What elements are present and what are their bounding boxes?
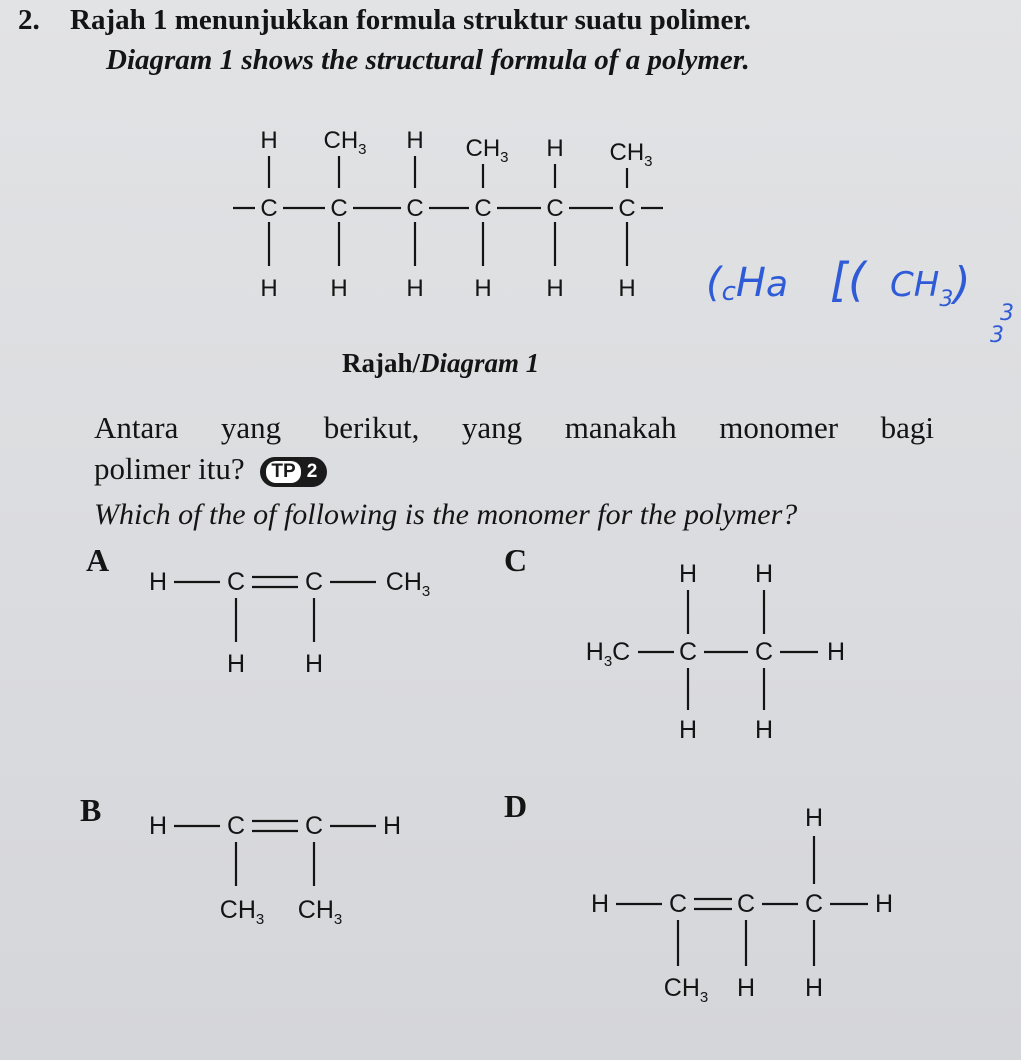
diagram-caption-ms: Rajah/ <box>342 348 421 378</box>
polymer-bottom-atom-2: H <box>330 275 348 302</box>
svg-text:C: C <box>226 568 246 596</box>
svg-text:H: H <box>678 716 698 744</box>
question-statement-en: Diagram 1 shows the structural formula of a polymer. <box>106 44 750 76</box>
option-d-letter[interactable]: D <box>504 788 528 824</box>
polymer-chain-atom-6: C <box>618 195 636 222</box>
svg-text:H: H <box>826 638 846 666</box>
polymer-bottom-atom-6: H <box>618 275 636 302</box>
polymer-bottom-atom-3: H <box>406 275 424 302</box>
svg-text:CH3: $CH_3$ <box>297 896 343 928</box>
polymer-top-atom-2: $CH_3$ <box>323 127 367 158</box>
question-text-ms-line2-text: polimer itu? <box>94 451 245 486</box>
svg-text:C: C <box>804 890 824 918</box>
svg-text:CH3: $CH_3$ <box>663 974 709 1006</box>
svg-text:C: C <box>304 812 324 840</box>
svg-text:H: H <box>148 812 168 840</box>
svg-text:H: H <box>874 890 894 918</box>
handwritten-note <box>700 238 1020 348</box>
svg-text:H: H <box>678 560 698 588</box>
option-d-structure[interactable] <box>582 796 912 1016</box>
svg-text:H: H <box>590 890 610 918</box>
tp-level-badge <box>260 457 327 487</box>
svg-text:C: C <box>304 568 324 596</box>
svg-text:H: H <box>736 974 756 1002</box>
tp-badge-prefix: TP <box>266 461 300 483</box>
svg-text:3: 3 <box>1000 301 1014 326</box>
polymer-bottom-atom-4: H <box>474 275 492 302</box>
svg-text:H: H <box>148 568 168 596</box>
svg-text:H3C: $H_3C$ <box>585 638 631 670</box>
polymer-chain-atom-5: C <box>546 195 564 222</box>
svg-text:C: C <box>678 638 698 666</box>
svg-text:C: C <box>754 638 774 666</box>
polymer-chain-atom-1: C <box>260 195 278 222</box>
question-text-en: Which of the of following is the monomer for the polymer? <box>94 498 798 531</box>
polymer-top-atom-5: H <box>546 135 564 162</box>
polymer-bottom-atom-1: H <box>260 275 278 302</box>
diagram-caption-en: Diagram 1 <box>420 348 540 378</box>
polymer-structure <box>225 118 685 308</box>
polymer-bottom-atom-5: H <box>546 275 564 302</box>
svg-text:[(: [( <box>830 253 866 307</box>
option-c-letter[interactable]: C <box>504 542 528 578</box>
svg-text:H: H <box>754 716 774 744</box>
svg-text:(cHa: (cHa <box>706 260 789 307</box>
question-text-ms-line1: Antara yang berikut, yang manakah monomer bagi <box>94 410 934 445</box>
svg-text:H: H <box>804 804 824 832</box>
polymer-top-atom-3: H <box>406 127 424 154</box>
svg-text:H: H <box>304 650 324 678</box>
question-text-ms-line2 <box>94 451 327 487</box>
svg-text:H: H <box>226 650 246 678</box>
diagram-caption <box>342 348 539 379</box>
svg-text:CH3): $CH_3$) <box>890 258 971 312</box>
option-c-structure[interactable] <box>578 556 868 746</box>
svg-text:H: H <box>382 812 402 840</box>
polymer-top-atom-6: $CH_3$ <box>609 139 653 170</box>
svg-text:H: H <box>754 560 774 588</box>
svg-text:C: C <box>226 812 246 840</box>
svg-text:H: H <box>804 974 824 1002</box>
svg-text:CH3: $CH_3$ <box>385 568 431 600</box>
polymer-chain-atom-4: C <box>474 195 492 222</box>
option-b-structure[interactable] <box>140 800 430 940</box>
option-b-letter[interactable]: B <box>80 792 102 828</box>
option-a-structure[interactable] <box>140 556 470 686</box>
polymer-chain-atom-2: C <box>330 195 348 222</box>
question-number: 2. <box>18 4 40 36</box>
polymer-top-atom-4: $CH_3$ <box>465 135 509 166</box>
option-a-letter[interactable]: A <box>86 542 110 578</box>
svg-text:CH3: $CH_3$ <box>219 896 265 928</box>
svg-text:3: 3 <box>990 323 1004 348</box>
question-statement-ms: Rajah 1 menunjukkan formula struktur suatu polimer. <box>70 4 751 36</box>
svg-text:C: C <box>668 890 688 918</box>
polymer-top-atom-1: H <box>260 127 278 154</box>
polymer-chain-atom-3: C <box>406 195 424 222</box>
svg-text:C: C <box>736 890 756 918</box>
tp-badge-level: 2 <box>306 460 318 482</box>
